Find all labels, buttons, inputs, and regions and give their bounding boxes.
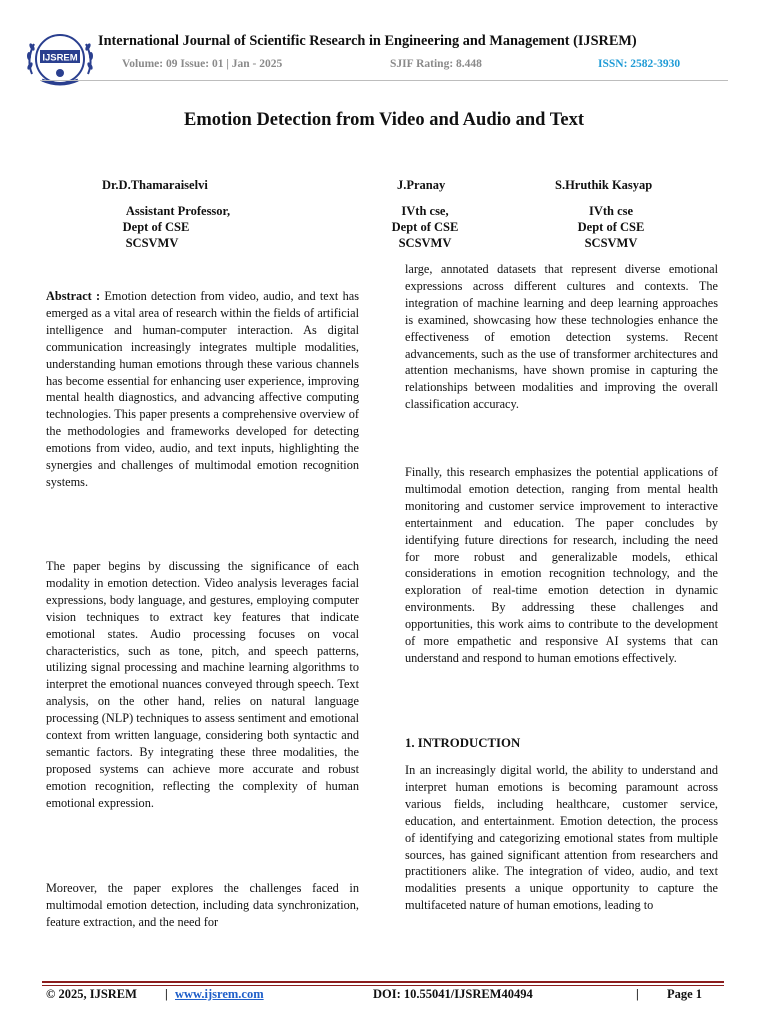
paper-title: Emotion Detection from Video and Audio and Text — [183, 110, 585, 130]
footer-doi: DOI: 10.55041/IJSREM40494 — [373, 987, 533, 1001]
volume-issue: Volume: 09 Issue: 01 | Jan - 2025 — [122, 58, 283, 70]
author-3-affiliation — [561, 203, 661, 251]
journal-title: International Journal of Scientific Research in Engineering and Management (IJSREM) — [98, 33, 637, 49]
abstract-paragraph — [46, 288, 359, 491]
author-2-name: J.Pranay — [397, 178, 446, 192]
logo-text: IJSREM — [42, 52, 78, 64]
footer-website-link[interactable]: www.ijsrem.com — [175, 987, 264, 1001]
abstract-text: Emotion detection from video, audio, and text has emerged as a vital area of research within the fields of artificial intelligence and human-computer interaction. As digital communication increasingly integrates multiple modalities, understanding human emotions through these various channels has become essential for enhancing user experience, improving mental health diagnostics, and advancing affective computing technologies. This paper presents a comprehensive overview of the methodologies and frameworks developed for detecting emotions from video, audio, and text inputs, highlighting the synergies and challenges of multimodal emotion recognition systems. — [46, 289, 359, 489]
section-heading-introduction: 1. INTRODUCTION — [405, 736, 521, 750]
footer-separator-2: | — [636, 987, 639, 1001]
sjif-rating: SJIF Rating: 8.448 — [390, 58, 482, 70]
footer-rule-thin — [42, 985, 724, 986]
right-paragraph-1 — [405, 261, 718, 413]
author-1-affiliation — [78, 203, 278, 251]
author-1-name: Dr.D.Thamaraiselvi — [102, 178, 208, 192]
right-paragraph-2 — [405, 464, 718, 667]
author-3-role: IVth cse — [588, 204, 634, 218]
author-2-affiliation — [375, 203, 475, 251]
author-3-inst: SCSVMV — [584, 236, 638, 250]
right-paragraph-3 — [405, 762, 718, 914]
author-2-dept: Dept of CSE — [391, 220, 459, 234]
left-paragraph-3-text: Moreover, the paper explores the challenges faced in multimodal emotion detection, including data synchronization, feature extraction, and the need for — [46, 881, 359, 929]
left-paragraph-3 — [46, 880, 359, 931]
left-paragraph-2 — [46, 558, 359, 812]
right-paragraph-1-text: large, annotated datasets that represent diverse emotional expressions across different cultures and contexts. The integration of machine learning and deep learning approaches is examined, showcasing how these technologies enhance the effectiveness of emotion detection systems. Recent advancements, such as the use of transformer architectures and attention mechanisms, have shown promise in capturing the relationships between modalities and improving the overall classification accuracy. — [405, 262, 718, 412]
author-3-dept: Dept of CSE — [577, 220, 645, 234]
issn: ISSN: 2582-3930 — [598, 58, 681, 70]
footer-copyright: © 2025, IJSREM — [46, 987, 137, 1001]
right-paragraph-3-text: In an increasingly digital world, the ability to understand and interpret human emotions is becoming paramount across various fields, including healthcare, customer service, education, and entertainment. Emotion detection, the process of identifying and categorizing emotional states from multiple sources, has gained significant attention from researchers and practitioners alike. The integration of video, audio, and text modalities presents a unique opportunity to capture the multifaceted nature of human emotions, leading to — [405, 763, 718, 913]
right-paragraph-2-text: Finally, this research emphasizes the potential applications of multimodal emotion detection, ranging from mental health monitoring and customer service improvement to interactive entertainment and education. The paper concludes by identifying future directions for research, including the need for more robust and generalizable models, ethical considerations in emotion recognition technology, and the exploration of real-time emotion detection in dynamic environments. By addressing these challenges and opportunities, this work aims to contribute to the development of more empathetic and responsive AI systems that can understand and respond to human emotions effectively. — [405, 465, 718, 665]
left-paragraph-2-text: The paper begins by discussing the significance of each modality in emotion detection. Video analysis leverages facial expressions, body language, and gestures, employing computer vision techniques to extract key features that indicate emotional states. Audio processing focuses on vocal characteristics, such as tone, pitch, and speech patterns, utilizing signal processing and machine learning algorithms to interpret the emotional nuances conveyed through speech. Text analysis, on the other hand, relies on natural language processing (NLP) techniques to assess sentiment and emotional context from written language, considering both syntactic and semantic factors. By integrating these three modalities, the proposed systems can achieve more accurate and robust emotion recognition, reflecting the complexity of human emotional expression. — [46, 559, 359, 810]
footer-separator: | — [165, 987, 168, 1001]
author-2-role: IVth cse, — [401, 204, 449, 218]
author-1-role: Assistant Professor, — [125, 204, 231, 218]
footer-rule-thick — [42, 981, 724, 983]
abstract-label: Abstract : — [46, 289, 101, 303]
author-2-inst: SCSVMV — [398, 236, 452, 250]
author-1-dept: Dept of CSE — [122, 220, 190, 234]
header-divider — [40, 80, 728, 81]
author-3-name: S.Hruthik Kasyap — [555, 178, 653, 192]
author-1-inst: SCSVMV — [125, 236, 179, 250]
footer-page-number: Page 1 — [667, 987, 703, 1001]
